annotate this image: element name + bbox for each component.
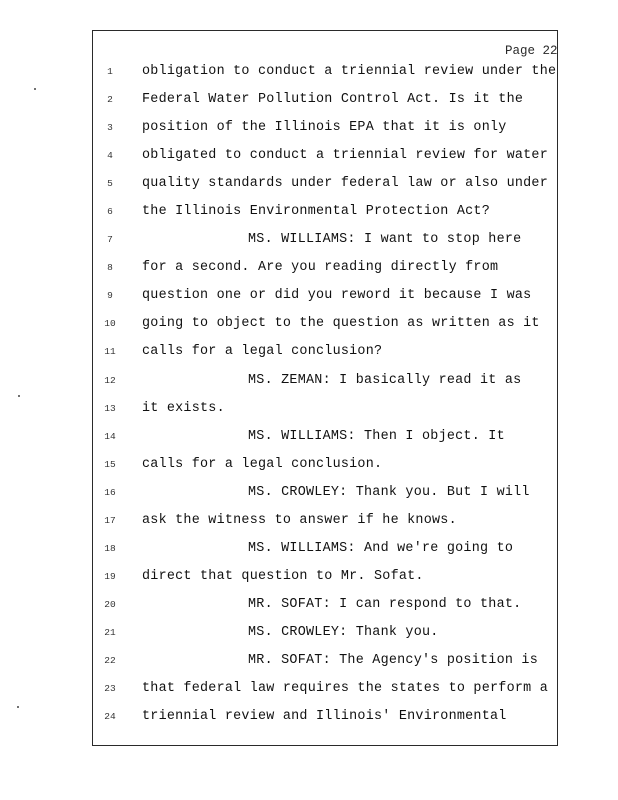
line-text: calls for a legal conclusion? xyxy=(142,344,383,359)
transcript-line xyxy=(98,485,558,505)
line-text: MS. ZEMAN: I basically read it as xyxy=(248,373,522,388)
line-number: 23 xyxy=(104,683,116,694)
transcript-line xyxy=(98,120,558,140)
line-text: calls for a legal conclusion. xyxy=(142,457,383,472)
line-number: 15 xyxy=(104,459,116,470)
transcript-line xyxy=(98,176,558,196)
line-number: 6 xyxy=(107,206,113,217)
transcript-line xyxy=(98,625,558,645)
line-number: 7 xyxy=(107,234,113,245)
transcript-line xyxy=(98,204,558,224)
transcript-line xyxy=(98,260,558,280)
scan-speck xyxy=(34,88,36,90)
page-number: Page 22 xyxy=(505,44,558,58)
line-number: 18 xyxy=(104,543,116,554)
line-number: 14 xyxy=(104,431,116,442)
line-text: MS. WILLIAMS: I want to stop here xyxy=(248,232,522,247)
line-number: 9 xyxy=(107,290,113,301)
transcript-line xyxy=(98,681,558,701)
scan-speck xyxy=(18,395,20,397)
line-text: MS. WILLIAMS: And we're going to xyxy=(248,541,514,556)
line-number: 11 xyxy=(104,346,116,357)
transcript-line xyxy=(98,344,558,364)
line-number: 17 xyxy=(104,515,116,526)
line-text: obligation to conduct a triennial review under the xyxy=(142,64,557,79)
line-text: MS. WILLIAMS: Then I object. It xyxy=(248,429,505,444)
line-text: question one or did you reword it because I was xyxy=(142,288,532,303)
transcript-line xyxy=(98,92,558,112)
line-text: Federal Water Pollution Control Act. Is it the xyxy=(142,92,524,107)
transcript-line xyxy=(98,597,558,617)
transcript-line xyxy=(98,541,558,561)
line-number: 21 xyxy=(104,627,116,638)
line-text: MS. CROWLEY: Thank you. xyxy=(248,625,439,640)
line-text: triennial review and Illinois' Environmental xyxy=(142,709,507,724)
line-number: 2 xyxy=(107,94,113,105)
transcript-line xyxy=(98,429,558,449)
line-text: quality standards under federal law or also under xyxy=(142,176,548,191)
line-text: MR. SOFAT: The Agency's position is xyxy=(248,653,538,668)
transcript-line xyxy=(98,288,558,308)
scan-speck xyxy=(17,706,19,708)
transcript-line xyxy=(98,316,558,336)
line-text: it exists. xyxy=(142,401,225,416)
line-text: that federal law requires the states to perform a xyxy=(142,681,548,696)
line-number: 3 xyxy=(107,122,113,133)
transcript-line xyxy=(98,64,558,84)
line-number: 10 xyxy=(104,318,116,329)
line-text: direct that question to Mr. Sofat. xyxy=(142,569,424,584)
line-text: ask the witness to answer if he knows. xyxy=(142,513,457,528)
line-text: the Illinois Environmental Protection Act? xyxy=(142,204,490,219)
transcript-line xyxy=(98,373,558,393)
line-text: for a second. Are you reading directly from xyxy=(142,260,499,275)
line-number: 24 xyxy=(104,711,116,722)
transcript-line xyxy=(98,232,558,252)
line-number: 5 xyxy=(107,178,113,189)
transcript-line xyxy=(98,401,558,421)
transcript-line xyxy=(98,513,558,533)
transcript-line xyxy=(98,457,558,477)
line-number: 16 xyxy=(104,487,116,498)
line-text: position of the Illinois EPA that it is only xyxy=(142,120,507,135)
line-text: going to object to the question as written as it xyxy=(142,316,540,331)
line-text: obligated to conduct a triennial review for water xyxy=(142,148,548,163)
transcript-line xyxy=(98,653,558,673)
line-number: 13 xyxy=(104,403,116,414)
line-text: MS. CROWLEY: Thank you. But I will xyxy=(248,485,530,500)
line-number: 4 xyxy=(107,150,113,161)
transcript-line xyxy=(98,569,558,589)
line-number: 12 xyxy=(104,375,116,386)
line-number: 22 xyxy=(104,655,116,666)
line-number: 19 xyxy=(104,571,116,582)
line-number: 8 xyxy=(107,262,113,273)
line-text: MR. SOFAT: I can respond to that. xyxy=(248,597,522,612)
transcript-line xyxy=(98,148,558,168)
line-number: 20 xyxy=(104,599,116,610)
transcript-line xyxy=(98,709,558,729)
line-number: 1 xyxy=(107,66,113,77)
